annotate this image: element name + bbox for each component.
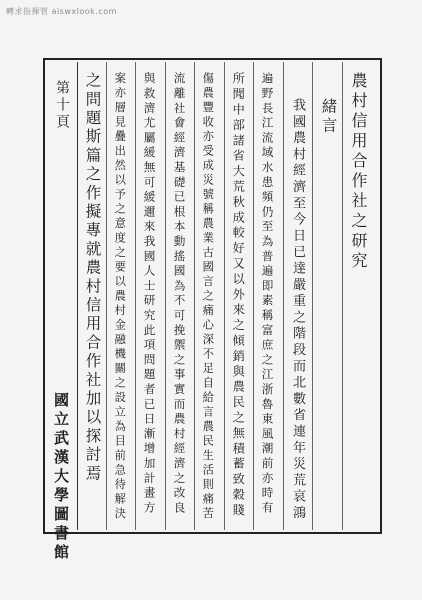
site-watermark: 轉求指揮管 aiswxlook.com xyxy=(6,7,117,16)
column-rule xyxy=(283,62,284,530)
text-column: 傷農豐收亦受成災號稱農業古國言之痛心深不足自給言農民生活則痛苦 xyxy=(201,72,215,522)
text-column: 遍野長江流域水患頻仍至為普遍即素稱富庶之江浙魯東風潮前亦時有 xyxy=(260,72,275,516)
column-rule xyxy=(312,62,313,530)
text-column: 案亦層見疊出然以予之意度之要以農村金融機關之設立為目前急待解決 xyxy=(113,72,127,522)
library-stamp: 國立武漢大學圖書館 xyxy=(52,392,70,563)
text-column: 所聞中部諸省大荒秋成較好又以外來之傾銷與農民之無積蓄致穀賤 xyxy=(231,72,246,519)
section-heading: 緒言 xyxy=(319,98,338,136)
text-column: 之問題斯篇之作擬專就農村信用合作社加以探討焉 xyxy=(83,72,102,484)
column-rule xyxy=(194,62,195,530)
column-rule xyxy=(135,62,136,530)
text-column: 流離社會經濟基礎已根本動搖國為不可挽禦之事實而農村經濟之改良 xyxy=(172,72,187,516)
column-rule xyxy=(165,62,166,530)
column-rule xyxy=(253,62,254,530)
column-rule xyxy=(342,62,343,530)
text-column: 我國農村經濟至今日已達嚴重之階段而北數省連年災荒哀鴻 xyxy=(290,98,306,522)
page-number: 第十頁 xyxy=(54,80,70,131)
column-rule xyxy=(224,62,225,530)
column-rule xyxy=(106,62,107,530)
text-column: 與救濟尤屬緩無可緩邇來我國人士研究此項問題者已日漸增加計畫方 xyxy=(142,72,157,516)
article-title: 農村信用合作社之研究 xyxy=(349,72,368,272)
